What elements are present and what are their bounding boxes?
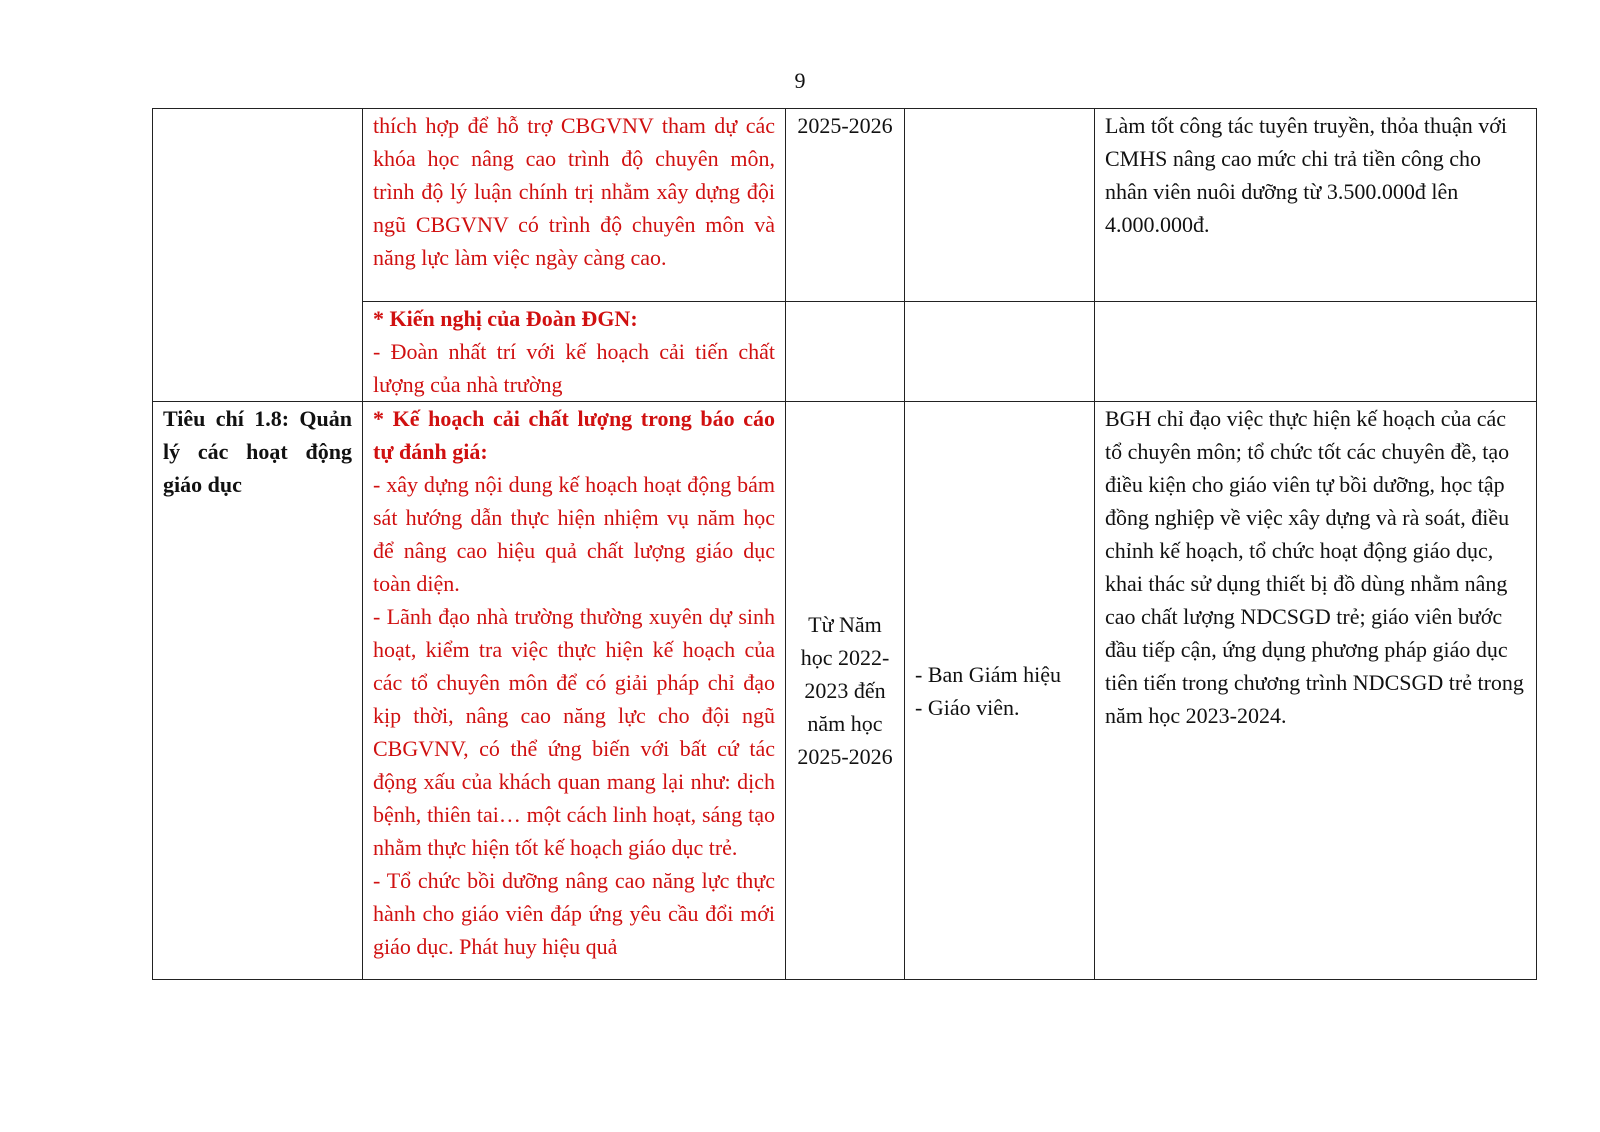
criterion-cell: [153, 402, 363, 980]
responsible-cell: [905, 402, 1095, 980]
responsible-item: - Ban Giám hiệu: [915, 661, 1062, 687]
criterion-cell-empty: [153, 109, 363, 402]
responsible-item: - Giáo viên.: [915, 694, 1020, 720]
criterion-title: Tiêu chí 1.8: Quản lý các hoạt động giáo dục: [163, 406, 352, 497]
recommendation-heading: * Kiến nghị của Đoàn ĐGN:: [373, 306, 638, 331]
plan-text: thích hợp để hỗ trợ CBGVNV tham dự các khóa học nâng cao trình độ chuyên môn, trình độ lý luận chính trị nhằm xây dựng đội ngũ CBGVNV có trình độ chuyên môn và năng lực làm việc ngày càng cao.: [373, 113, 775, 270]
recommendation-text: - Đoàn nhất trí với kế hoạch cải tiến chất lượng của nhà trường: [373, 339, 775, 397]
result-cell-empty: [1095, 302, 1537, 402]
recommendation-cell: [363, 302, 786, 402]
plan-cell: [363, 109, 786, 302]
table-row: [153, 402, 1537, 980]
plan-heading: * Kế hoạch cải chất lượng trong báo cáo tự đánh giá:: [373, 406, 775, 464]
time-text: Từ Năm học 2022-2023 đến năm học 2025-2026: [797, 612, 893, 769]
time-text: 2025-2026: [797, 113, 893, 138]
page-number: 9: [794, 68, 806, 93]
plan-cell: [363, 402, 786, 980]
table-row: [153, 109, 1537, 302]
responsible-cell: [905, 109, 1095, 302]
time-cell: [786, 402, 905, 980]
improvement-plan-table: [152, 108, 1537, 980]
time-cell: [786, 109, 905, 302]
result-cell: [1095, 109, 1537, 302]
plan-item: - Lãnh đạo nhà trường thường xuyên dự sinh hoạt, kiểm tra việc thực hiện kế hoạch của các tổ chuyên môn để có giải pháp chỉ đạo kịp thời, nâng cao năng lực cho đội ngũ CBGVNV, có thể ứng biến với bất cứ tác động xấu của khách quan mang lại như: dịch bệnh, thiên tai… một cách linh hoạt, sáng tạo nhằm thực hiện tốt kế hoạch giáo dục trẻ.: [373, 604, 775, 860]
plan-item: - Tổ chức bồi dưỡng nâng cao năng lực thực hành cho giáo viên đáp ứng yêu cầu đổi mới giáo dục. Phát huy hiệu quả: [373, 868, 775, 959]
result-text: Làm tốt công tác tuyên truyền, thỏa thuận với CMHS nâng cao mức chi trả tiền công cho nhân viên nuôi dưỡng từ 3.500.000đ lên 4.000.000đ.: [1105, 113, 1508, 237]
responsible-cell-empty: [905, 302, 1095, 402]
plan-item: - xây dựng nội dung kế hoạch hoạt động bám sát hướng dẫn thực hiện nhiệm vụ năm học để nâng cao hiệu quả chất lượng giáo dục toàn diện.: [373, 472, 775, 596]
time-cell-empty: [786, 302, 905, 402]
result-cell: [1095, 402, 1537, 980]
result-text: BGH chỉ đạo việc thực hiện kế hoạch của các tổ chuyên môn; tổ chức tốt các chuyên đề, tạo điều kiện cho giáo viên tự bồi dưỡng, học tập đồng nghiệp về việc xây dựng và rà soát, điều chỉnh kế hoạch, tổ chức hoạt động giáo dục, khai thác sử dụng thiết bị đồ dùng nhằm nâng cao chất lượng NDCSGD trẻ; giáo viên bước đầu tiếp cận, ứng dụng phương pháp giáo dục tiên tiến trong chương trình NDCSGD trẻ trong năm học 2023-2024.: [1105, 406, 1524, 728]
